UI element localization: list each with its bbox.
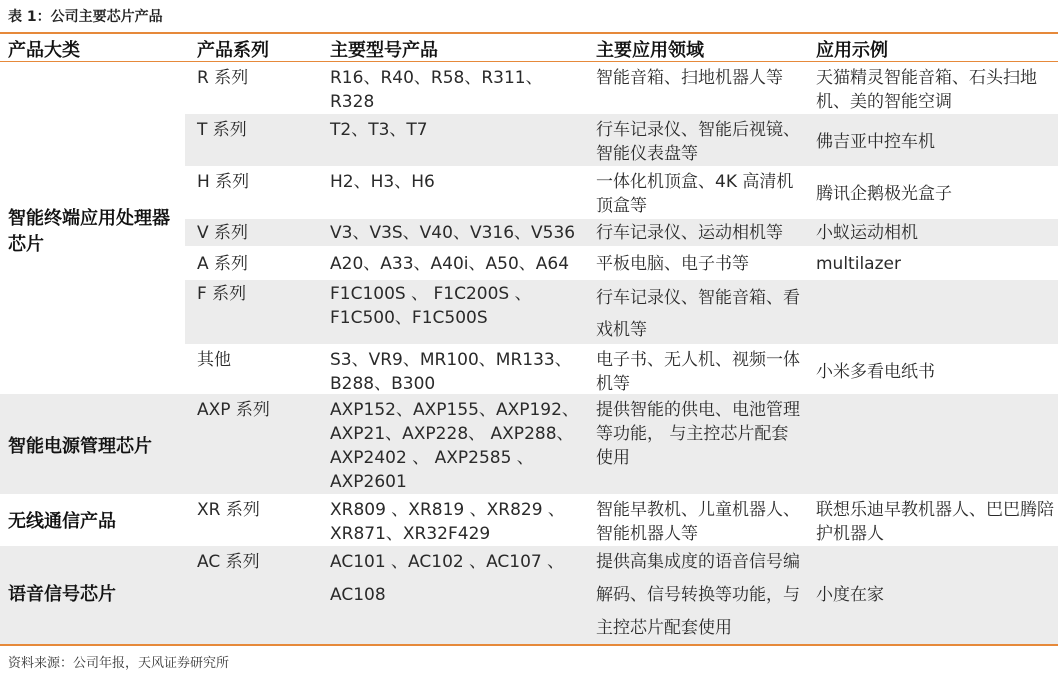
table-row-examples: 小米多看电纸书	[816, 362, 935, 382]
table-row-fields: 行车记录仪、智能音箱、看戏机等	[596, 288, 800, 340]
table-row-fields: 智能早教机、儿童机器人、智能机器人等	[596, 500, 800, 544]
table-bottom-rule	[0, 644, 1058, 646]
header-bottom-rule	[0, 61, 1058, 62]
table-row-series: F 系列	[197, 284, 247, 304]
table-row-series: XR 系列	[197, 500, 260, 520]
table-row-examples: 小蚁运动相机	[816, 223, 918, 243]
header-models: 主要型号产品	[330, 40, 438, 61]
table-row-examples: 小度在家	[816, 585, 884, 605]
header-top-rule	[0, 32, 1058, 34]
table-row-examples: 天猫精灵智能音箱、石头扫地机、美的智能空调	[816, 68, 1037, 112]
table-row-models: H2、H3、H6	[330, 172, 435, 192]
table-row-examples: 佛吉亚中控车机	[816, 132, 935, 152]
table-row-series: 其他	[197, 350, 231, 370]
table-row-examples: multilazer	[816, 254, 901, 274]
table-row-series: R 系列	[197, 68, 249, 88]
header-fields: 主要应用领域	[596, 40, 704, 61]
table-row-fields: 提供智能的供电、电池管理等功能， 与主控芯片配套使用	[596, 400, 800, 468]
table-row-series: A 系列	[197, 254, 249, 274]
table-row-series: AXP 系列	[197, 400, 270, 420]
table-row-models: AXP152、AXP155、AXP192、AXP21、AXP228、 AXP288、AXP2402 、 AXP2585 、AXP2601	[330, 400, 579, 492]
table-row-series: V 系列	[197, 223, 249, 243]
header-examples: 应用示例	[816, 40, 888, 61]
category-wireless: 无线通信产品	[8, 511, 116, 532]
table-row-examples: 腾讯企鹅极光盒子	[816, 184, 952, 204]
table-row-fields: 行车记录仪、运动相机等	[596, 223, 783, 243]
table-row-fields: 行车记录仪、智能后视镜、智能仪表盘等	[596, 120, 800, 164]
table-row-models: XR809 、XR819 、XR829 、XR871、XR32F429	[330, 500, 565, 544]
table-row-fields: 电子书、无人机、视频一体机等	[596, 350, 800, 394]
table-row-models: F1C100S 、 F1C200S 、F1C500、F1C500S	[330, 284, 532, 328]
table-row-models: R16、R40、R58、R311、R328	[330, 68, 543, 112]
table-row-models: AC101 、AC102 、AC107 、AC108	[330, 552, 565, 605]
header-series: 产品系列	[197, 40, 269, 61]
table-row-fields: 一体化机顶盒、4K 高清机顶盒等	[596, 172, 794, 216]
category-audio: 语音信号芯片	[8, 584, 116, 605]
table-row-fields: 智能音箱、扫地机器人等	[596, 68, 783, 88]
table-row-models: V3、V3S、V40、V316、V536	[330, 223, 576, 243]
table-row-models: A20、A33、A40i、A50、A64	[330, 254, 570, 274]
table-caption: 表 1：公司主要芯片产品	[8, 9, 163, 25]
table-row-series: T 系列	[197, 120, 247, 140]
table-row-models: T2、T3、T7	[330, 120, 428, 140]
table-row-examples: 联想乐迪早教机器人、巴巴腾陪护机器人	[816, 500, 1054, 544]
source-note: 资料来源：公司年报，天风证券研究所	[8, 656, 230, 671]
category-soc: 智能终端应用处理器芯片	[8, 208, 170, 255]
header-category: 产品大类	[8, 40, 80, 61]
table-row-fields: 平板电脑、电子书等	[596, 254, 749, 274]
table-row-models: S3、VR9、MR100、MR133、B288、B300	[330, 350, 572, 394]
category-power: 智能电源管理芯片	[8, 436, 152, 457]
table-row-fields: 提供高集成度的语音信号编解码、信号转换等功能，与主控芯片配套使用	[596, 552, 800, 638]
table-row-series: H 系列	[197, 172, 250, 192]
table-row-series: AC 系列	[197, 552, 260, 572]
